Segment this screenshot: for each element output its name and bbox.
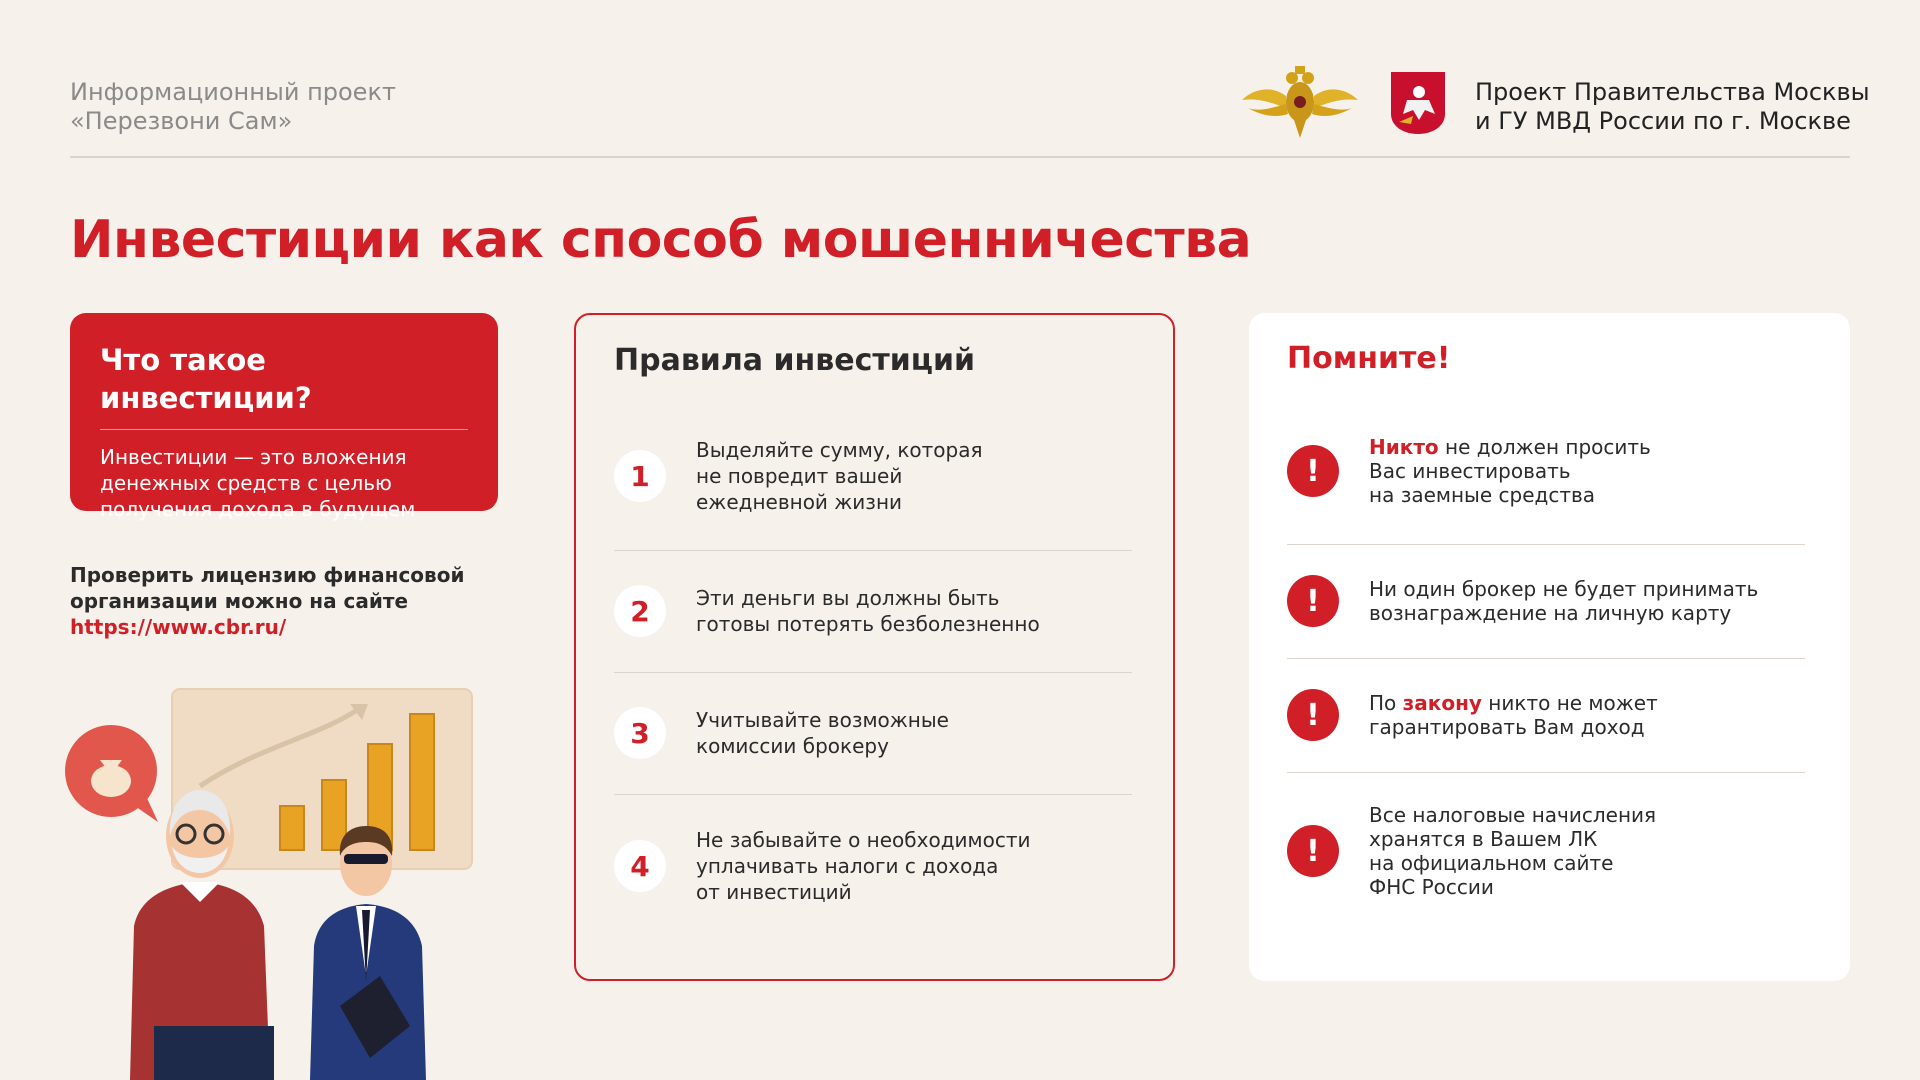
rule-item-4: [614, 827, 1132, 905]
rule-3-line1: Учитывайте возможные: [696, 708, 949, 732]
remember-text-2: [1369, 577, 1758, 625]
rule-item-1: [614, 437, 1132, 515]
remember-3-pre: По: [1369, 691, 1403, 715]
remember-text-3: [1369, 691, 1658, 739]
rule-number-3: 3: [614, 707, 666, 759]
rule-3-line2: комиссии брокеру: [696, 734, 889, 758]
what-line2: денежных средств с целью: [100, 471, 392, 495]
remember-4-line1: Все налоговые начисления: [1369, 803, 1657, 827]
cbr-link[interactable]: https://www.cbr.ru/: [70, 615, 287, 639]
remember-1-line3: на заемные средства: [1369, 483, 1596, 507]
license-line1: Проверить лицензию финансовой: [70, 563, 465, 587]
rule-divider: [614, 550, 1132, 551]
exclamation-icon: !: [1287, 575, 1339, 627]
rule-4-line1: Не забывайте о необходимости: [696, 828, 1031, 852]
rule-4-line2: уплачивать налоги с дохода: [696, 854, 999, 878]
license-line2: организации можно на сайте: [70, 589, 409, 613]
header-divider: [70, 156, 1850, 158]
remember-1-line2: Вас инвестировать: [1369, 459, 1571, 483]
remember-4-line2: хранятся в Вашем ЛК: [1369, 827, 1598, 851]
remember-1-accent: Никто: [1369, 435, 1439, 459]
remember-item-1: [1287, 435, 1805, 507]
project-label-line2: «Перезвони Сам»: [70, 107, 293, 135]
rule-text-2: [696, 585, 1040, 637]
license-check-note: [70, 562, 490, 640]
what-heading: Что такое инвестиции?: [100, 343, 312, 415]
page-title: Инвестиции как способ мошенничества: [70, 210, 1252, 270]
exclamation-icon: !: [1287, 689, 1339, 741]
what-is-investment-card: [70, 313, 498, 521]
remember-card: [1249, 313, 1850, 981]
rule-text-4: [696, 827, 1030, 905]
government-label: [1475, 78, 1870, 136]
rule-number-2: 2: [614, 585, 666, 637]
mvd-emblem-icon: [1240, 64, 1360, 140]
rule-number-4: 4: [614, 840, 666, 892]
rule-item-3: [614, 707, 1132, 759]
what-line1: Инвестиции — это вложения: [100, 445, 407, 469]
remember-2-line1: Ни один брокер не будет принимать: [1369, 577, 1759, 601]
remember-3-rest: никто не может: [1481, 691, 1658, 715]
remember-1-rest: не должен просить: [1438, 435, 1651, 459]
rule-number-1: 1: [614, 450, 666, 502]
government-label-line1: Проект Правительства Москвы: [1475, 78, 1870, 106]
remember-2-line2: вознаграждение на личную карту: [1369, 601, 1732, 625]
rule-2-line1: Эти деньги вы должны быть: [696, 586, 1000, 610]
moscow-coat-of-arms-icon: [1389, 70, 1447, 136]
rule-4-line3: от инвестиций: [696, 880, 852, 904]
rule-1-line2: не повредит вашей: [696, 464, 903, 488]
rule-1-line3: ежедневной жизни: [696, 490, 903, 514]
remember-item-4: [1287, 803, 1805, 899]
remember-text-4: [1369, 803, 1656, 899]
what-divider: [100, 429, 468, 430]
remember-4-line4: ФНС России: [1369, 875, 1494, 899]
government-label-line2: и ГУ МВД России по г. Москве: [1475, 107, 1851, 135]
investment-rules-card: [574, 313, 1175, 981]
remember-divider: [1287, 772, 1805, 773]
remember-divider: [1287, 658, 1805, 659]
what-definition: [100, 444, 468, 522]
investor-illustration: [60, 686, 500, 1080]
exclamation-icon: !: [1287, 825, 1339, 877]
remember-text-1: [1369, 435, 1651, 507]
rules-heading: Правила инвестиций: [614, 343, 976, 378]
remember-4-line3: на официальном сайте: [1369, 851, 1614, 875]
remember-divider: [1287, 544, 1805, 545]
rule-item-2: [614, 585, 1132, 637]
remember-heading: Помните!: [1287, 341, 1451, 376]
exclamation-icon: !: [1287, 445, 1339, 497]
what-line3: получения дохода в будущем: [100, 497, 416, 521]
project-label: [70, 78, 396, 136]
rule-divider: [614, 672, 1132, 673]
rule-divider: [614, 794, 1132, 795]
remember-3-line2: гарантировать Вам доход: [1369, 715, 1645, 739]
remember-item-2: [1287, 575, 1805, 627]
remember-3-accent: закону: [1402, 691, 1482, 715]
rule-2-line2: готовы потерять безболезненно: [696, 612, 1040, 636]
rule-1-line1: Выделяйте сумму, которая: [696, 438, 983, 462]
rule-text-3: [696, 707, 949, 759]
project-label-line1: Информационный проект: [70, 78, 396, 106]
remember-item-3: [1287, 689, 1805, 741]
rule-text-1: [696, 437, 983, 515]
